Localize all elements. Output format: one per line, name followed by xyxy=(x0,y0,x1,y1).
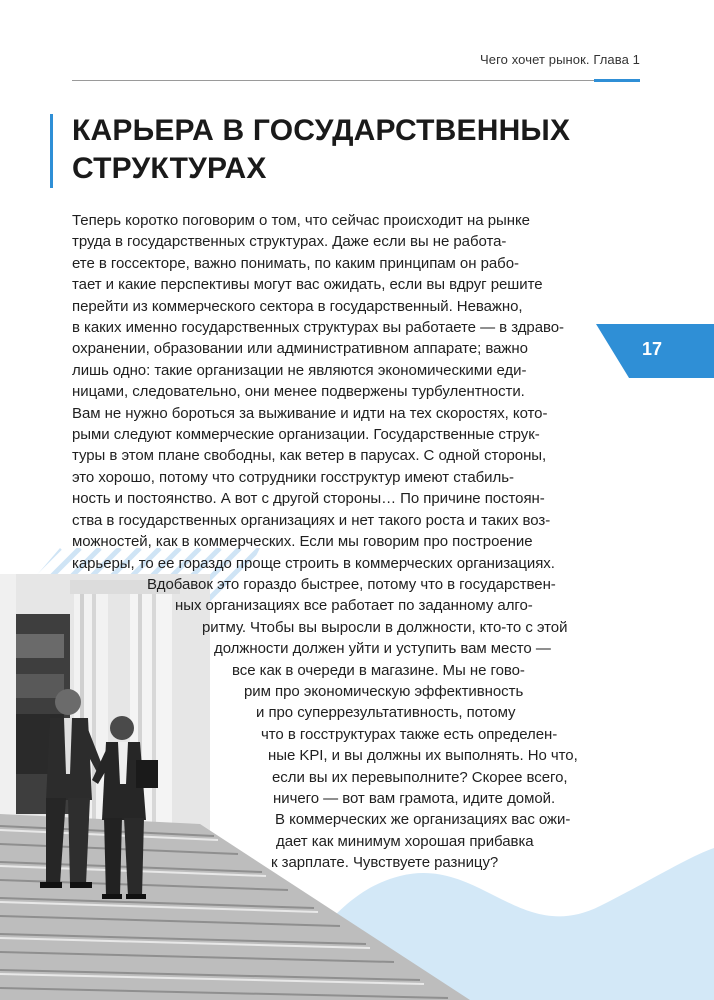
text-line: перейти из коммерческого сектора в государственный. Неважно, xyxy=(72,297,523,315)
chapter-title-line-1: КАРЬЕРА В ГОСУДАРСТВЕННЫХ xyxy=(72,114,571,147)
text-line: и про суперрезультативность, потому xyxy=(256,704,516,722)
text-line: должности должен уйти и уступить вам место — xyxy=(214,640,551,658)
chapter-title-line-2: СТРУКТУРАХ xyxy=(72,152,267,185)
text-line: рим про экономическую эффективность xyxy=(244,682,524,700)
text-line: что в госструктурах также есть определен- xyxy=(261,725,558,743)
running-head: Чего хочет рынок. Глава 1 xyxy=(480,52,640,67)
text-line: рыми следуют коммерческие организации. Государственные струк- xyxy=(72,426,540,444)
text-line: В коммерческих же организациях вас ожи- xyxy=(275,811,571,829)
title-accent-bar xyxy=(50,114,53,188)
text-line: ничего — вот вам грамота, идите домой. xyxy=(273,789,556,807)
text-line: дает как минимум хорошая прибавка xyxy=(276,832,534,850)
text-line: лишь одно: такие организации не являются экономическими еди- xyxy=(72,361,527,379)
header-rule-accent xyxy=(594,79,640,82)
text-line: ность и постоянство. А вот с другой стороны… По причине постоян- xyxy=(72,490,545,508)
text-line: Вдобавок это гораздо быстрее, потому что в государствен- xyxy=(147,575,556,593)
text-line: к зарплате. Чувствуете разницу? xyxy=(271,854,499,872)
text-line: в каких именно государственных структурах вы работаете — в здраво- xyxy=(72,319,564,337)
header-rule xyxy=(72,80,640,81)
text-line: тает и какие перспективы могут вас ожидать, если вы вдруг решите xyxy=(72,276,543,294)
text-line: ства в государственных организациях и нет такого роста и таких воз- xyxy=(72,511,551,529)
text-line: ные KPI, и вы должны их выполнять. Но что, xyxy=(268,747,578,765)
text-line: Вам не нужно бороться за выживание и идти на тех скоростях, кото- xyxy=(72,404,548,422)
text-line: это хорошо, потому что сотрудники госструктур имеют стабиль- xyxy=(72,468,514,486)
text-line: Теперь коротко поговорим о том, что сейчас происходит на рынке xyxy=(72,212,530,229)
text-line: все как в очереди в магазине. Мы не гово- xyxy=(232,661,525,679)
text-line: охранении, образовании или административном аппарате; важно xyxy=(72,340,528,358)
chapter-title xyxy=(72,112,632,188)
text-line: можностей, как в коммерческих. Если мы говорим про построение xyxy=(72,533,533,551)
text-line: если вы их перевыполните? Скорее всего, xyxy=(272,768,568,786)
text-line: труда в государственных структурах. Даже если вы не работа- xyxy=(72,233,507,251)
page-number: 17 xyxy=(641,339,663,359)
text-line: ных организациях все работает по заданному алго- xyxy=(175,597,533,615)
text-line: ритму. Чтобы вы выросли в должности, кто-то с этой xyxy=(202,618,568,636)
text-line: ницами, следовательно, они менее подвержены турбулентности. xyxy=(72,383,525,401)
text-line: ете в госсекторе, важно понимать, по каким принципам он рабо- xyxy=(72,254,519,272)
text-line: карьеры, то ее гораздо проще строить в коммерческих организациях. xyxy=(72,554,555,572)
text-line: туры в этом плане свободны, как ветер в парусах. С одной стороны, xyxy=(72,447,547,465)
body-text xyxy=(72,210,592,874)
